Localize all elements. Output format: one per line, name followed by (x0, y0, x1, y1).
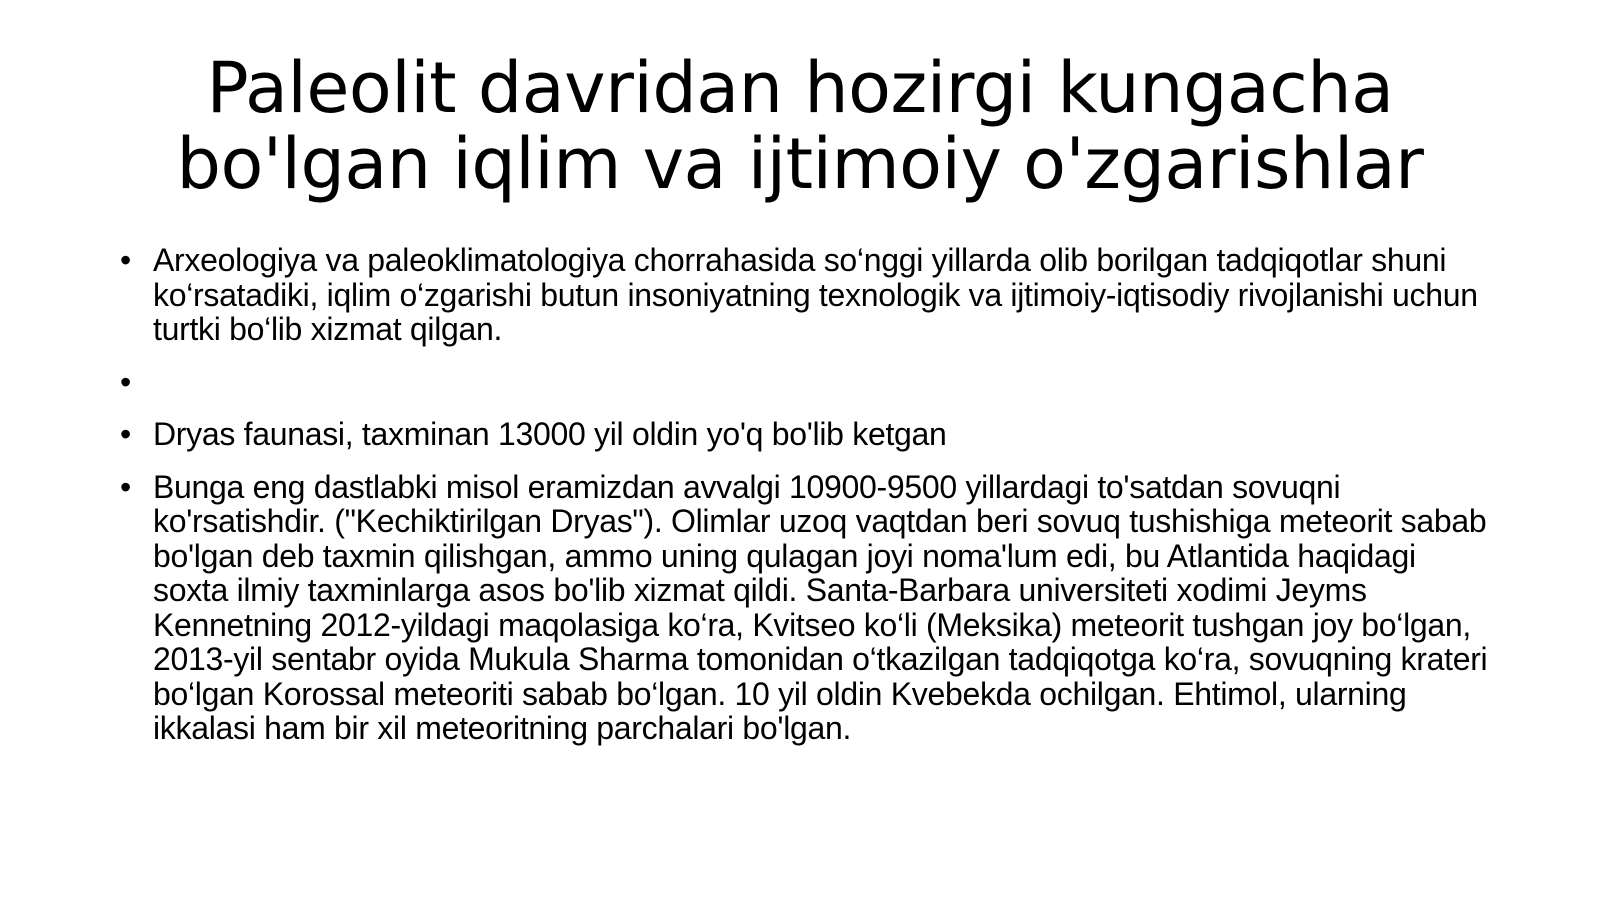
bullet-list (120, 243, 1490, 764)
bullet-text: Bunga eng dastlabki misol eramizdan avvalgi 10900-9500 yillardagi to'satdan sovuqni ko'rsatishdir. ("Kechiktirilgan Dryas"). Olimlar uzoq vaqtdan beri sovuq tushishiga meteorit sabab bo'lgan deb taxmin qilishgan, ammo uning qulagan joyi noma'lum edi, bu Atlantida haqidagi soxta ilmiy taxminlarga asos bo'lib xizmat qildi. Santa-Barbara universiteti xodimi Jeyms Kennetning 2012-yildagi maqolasiga ko‘ra, Kvitseo ko‘li (Meksika) meteorit tushgan joy bo‘lgan, 2013-yil sentabr oyida Mukula Sharma tomonidan o‘tkazilgan tadqiqotga ko‘ra, sovuqning krateri bo‘lgan Korossal meteoriti sabab bo‘lgan. 10 yil oldin Kvebekda ochilgan. Ehtimol, ularning ikkalasi ham bir xil meteoritning parchalari bo'lgan. (153, 468, 1488, 746)
bullet-item (120, 417, 1490, 452)
bullet-item (120, 470, 1490, 746)
bullet-marker: • (120, 468, 131, 505)
bullet-text: Dryas faunasi, taxminan 13000 yil oldin yo'q bo'lib ketgan (153, 416, 947, 452)
bullet-marker: • (120, 242, 131, 278)
bullet-item (120, 243, 1490, 347)
bullet-marker: • (120, 363, 131, 400)
slide-title: Paleolit davridan hozirgi kungacha bo'lgan iqlim va ijtimoiy o'zgarishlar (176, 47, 1424, 205)
bullet-item (120, 365, 1490, 400)
bullet-marker: • (120, 416, 131, 452)
bullet-text: Arxeologiya va paleoklimatologiya chorrahasida so‘nggi yillarda olib borilgan tadqiqotlar shuni ko‘rsatadiki, iqlim o‘zgarishi butun insoniyatning texnologik va ijtimoiy-iqtisodiy rivojlanishi uchun turtki bo‘lib xizmat qilgan. (153, 242, 1478, 347)
